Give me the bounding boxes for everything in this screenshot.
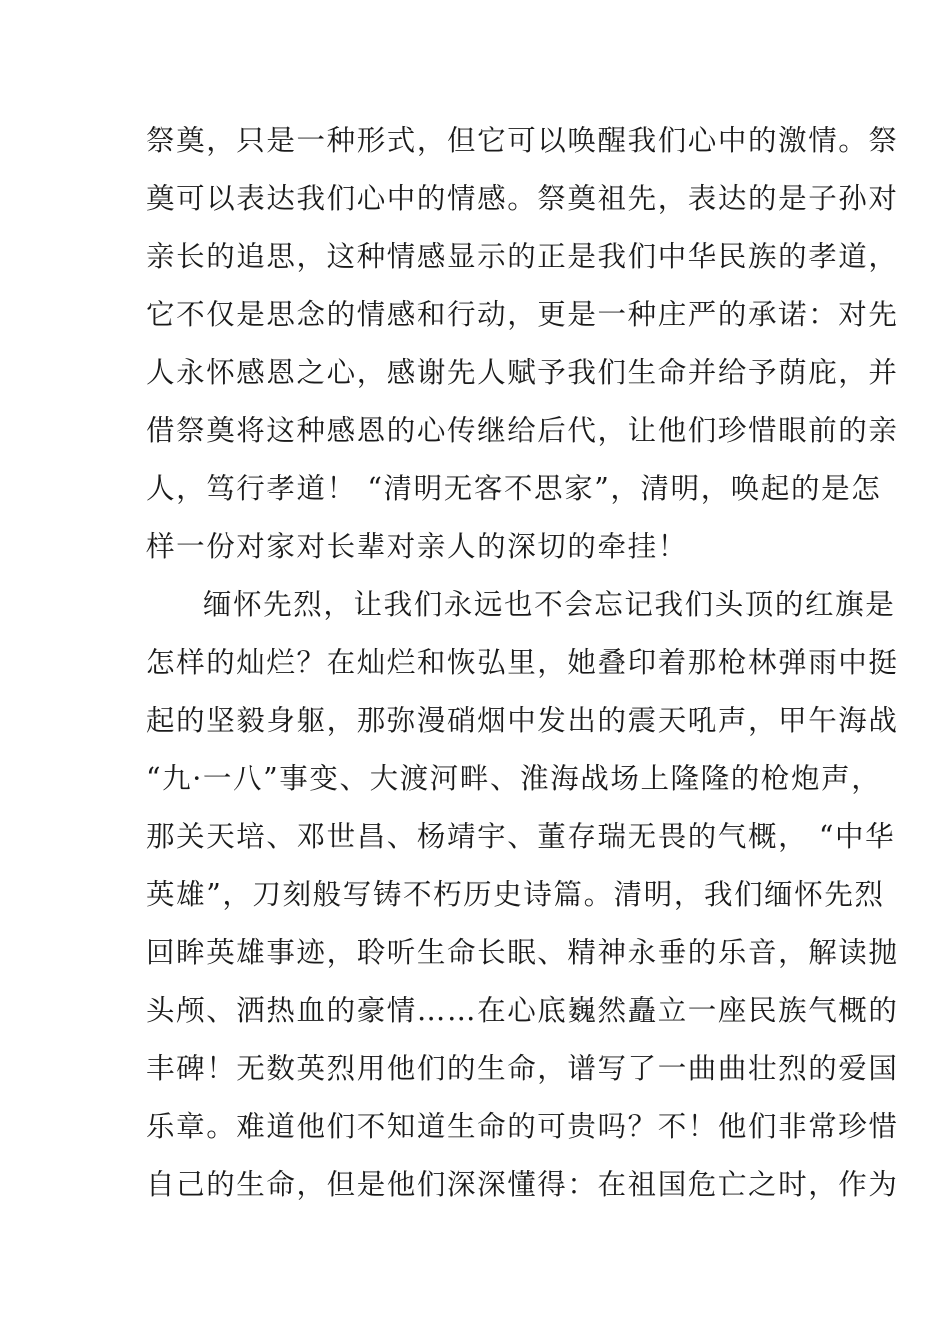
text-line: 英雄”，刀刻般写铸不朽历史诗篇。清明，我们缅怀先烈 xyxy=(146,878,885,911)
text-line: 亲长的追思，这种情感显示的正是我们中华民族的孝道， xyxy=(146,240,899,273)
text-line: 那关天培、邓世昌、杨靖宇、董存瑞无畏的气概， “中华 xyxy=(146,820,896,853)
text-line: 它不仅是思念的情感和行动，更是一种庄严的承诺：对先 xyxy=(146,298,899,331)
text-line: 丰碑！无数英烈用他们的生命，谱写了一曲曲壮烈的爱国 xyxy=(146,1052,899,1085)
text-line: 回眸英雄事迹，聆听生命长眠、精神永垂的乐音，解读抛 xyxy=(146,936,899,969)
text-line: 人永怀感恩之心，感谢先人赋予我们生命并给予荫庇，并 xyxy=(146,356,899,389)
text-line: 乐章。难道他们不知道生命的可贵吗？不！他们非常珍惜 xyxy=(146,1110,899,1143)
text-line: 头颅、洒热血的豪情……在心底巍然矗立一座民族气概的 xyxy=(146,994,899,1027)
text-line: 人，笃行孝道！ “清明无客不思家”，清明，唤起的是怎 xyxy=(146,472,882,505)
text-line: 自己的生命，但是他们深深懂得：在祖国危亡之时，作为 xyxy=(146,1168,899,1201)
text-line: 借祭奠将这种感恩的心传继给后代，让他们珍惜眼前的亲 xyxy=(146,414,899,447)
text-line: 起的坚毅身躯，那弥漫硝烟中发出的震天吼声，甲午海战 xyxy=(146,704,899,737)
text-line: 样一份对家对长辈对亲人的深切的牵挂！ xyxy=(146,530,688,563)
text-line: 怎样的灿烂？在灿烂和恢弘里，她叠印着那枪林弹雨中挺 xyxy=(146,646,899,679)
text-line: 祭奠，只是一种形式，但它可以唤醒我们心中的激情。祭 xyxy=(146,124,899,157)
text-line: 缅怀先烈，让我们永远也不会忘记我们头顶的红旗是 xyxy=(203,588,896,621)
text-line: “九·一八”事变、大渡河畔、淮海战场上隆隆的枪炮声， xyxy=(146,762,882,795)
text-line: 奠可以表达我们心中的情感。祭奠祖先，表达的是子孙对 xyxy=(146,182,899,215)
